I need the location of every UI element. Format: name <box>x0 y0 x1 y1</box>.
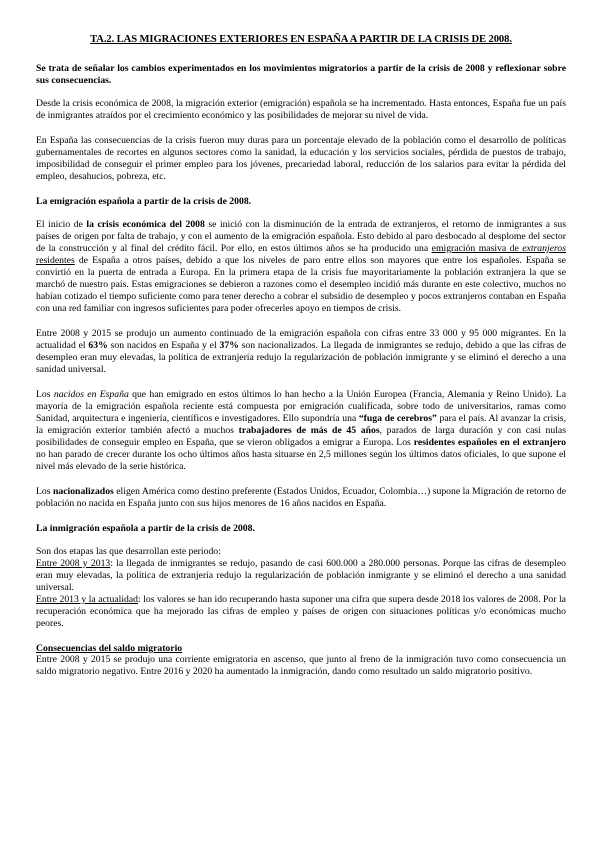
paragraph-nationalized: Los nacionalizados eligen América como destino preferente (Estados Unidos, Ecuador, Colombia…) supone la Migración de retorno de población no nacida en España junto con sus hijos menores de 16 años nacidos en España. <box>36 486 566 509</box>
paragraph-migration-balance: Entre 2008 y 2015 se produjo una corriente emigratoria en ascenso, que junto al freno de la inmigración tuvo como consecuencia un saldo migratorio negativo. Entre 2016 y 2020 ha aumentado la inmigración, dando como resultado un saldo migratorio positivo. <box>36 654 566 677</box>
immigration-intro: Son dos etapas las que desarrollan este periodo: <box>36 546 221 557</box>
paragraph-emigration-figures: Entre 2008 y 2015 se produjo un aumento continuado de la emigración española con cifras entre 33 000 y 95 000 migrantes. En la actualidad el 63% son nacidos en España y el 37% son nacionalizados. La llegada de inmigrantes se redujo, debido a que las cifras de desempleo eran muy elevadas, la política de extranjería redujo la regularización de población inmigrante y se eliminó el derecho a una sanidad universal. <box>36 328 566 375</box>
section-heading-emigration: La emigración española a partir de la crisis de 2008. <box>36 196 252 207</box>
page-title: TA.2. LAS MIGRACIONES EXTERIORES EN ESPAÑA A PARTIR DE LA CRISIS DE 2008. <box>90 34 512 45</box>
section-heading-balance: Consecuencias del saldo migratorio <box>36 643 183 654</box>
immigration-stage-1: Entre 2008 y 2013: la llegada de inmigrantes se redujo, pasando de casi 600.000 a 280.000 personas. Porque las cifras de desempleo eran muy elevadas, la política de extranjería redujo la regularización de población inmigrante y se eliminó el derecho a una sanidad universal. <box>36 558 566 593</box>
intro-paragraph: Se trata de señalar los cambios experimentados en los movimientos migratorios a partir de la crisis de 2008 y reflexionar sobre sus consecuencias. <box>36 63 566 86</box>
paragraph-consequences: En España las consecuencias de la crisis fueron muy duras para un porcentaje elevado de la población como el desarrollo de políticas gubernamentales de recortes en algunos sectores como la sanidad, la educación y los servicios sociales, pérdida de puestos de trabajo, imposibilidad de conseguir el primer empleo para los jóvenes, precariedad laboral, reducción de los salarios para evitar la pérdida del empleo, desahucios, pobreza, etc. <box>36 135 566 182</box>
document-page <box>36 34 566 691</box>
immigration-stage-2: Entre 2013 y la actualidad: los valores se han ido recuperando hasta suponer una cifra que supera desde 2018 los valores de 2008. Por la recuperación económica que ha mejorado las cifras de empleo y países de origen con situaciones políticas y/o económicas mucho peores. <box>36 594 566 629</box>
paragraph-emigration-start: El inicio de la crisis económica del 2008 se inició con la disminución de la entrada de extranjeros, el retorno de inmigrantes a sus países de origen por falta de trabajo, y con el aumento de la emigración española. Esto debido al paro desbocado al desplome del sector de la construcción y al final del crédito fácil. Por ello, en estos últimos años se ha producido una emigración masiva de extranjeros residentes de España a otros países, debido a que los niveles de paro entre ellos son mayores que entre los españoles. España se convirtió en la puerta de entrada a Europa. En la primera etapa de la crisis fue mayoritariamente la población extranjera la que se marchó de nuestro país. Estas emigraciones se debieron a razones como el desempleo incidió más durante en este colectivo, muchos no habían cotizado el tiempo suficiente como para tener derecho a cobrar el subsidio de desempleo y pocos extranjeros contaban en España con una red familiar con ingresos suficientes para poder ofrecerles apoyo en tiempos de crisis. <box>36 219 566 314</box>
paragraph-context: Desde la crisis económica de 2008, la migración exterior (emigración) española se ha incrementado. Hasta entonces, España fue un país de inmigrantes atraídos por el crecimiento económico y las posibilidades de mejorar su nivel de vida. <box>36 98 566 121</box>
section-heading-immigration: La inmigración española a partir de la crisis de 2008. <box>36 523 255 534</box>
paragraph-born-in-spain: Los nacidos en España que han emigrado en estos últimos lo han hecho a la Unión Europea (Francia, Alemania y Reino Unido). La mayoría de la emigración española reciente está compuesta por emigración cualificada, sobre todo de universitarios, ramas como Sanidad, arquitectura e ingeniería, científicos e investigadores. Ello supondría una “fuga de cerebros” para el país. Al avanzar la crisis, la emigración exterior también afectó a muchos trabajadores de más de 45 años, parados de larga duración y con casi nulas posibilidades de conseguir empleo en España, que se vieron obligados a emigrar a Europa. Los residentes españoles en el extranjero no han parado de crecer durante los ocho últimos años hasta situarse en 2,5 millones según los últimos datos oficiales, lo que supone el nivel más elevado de la serie histórica. <box>36 389 567 472</box>
